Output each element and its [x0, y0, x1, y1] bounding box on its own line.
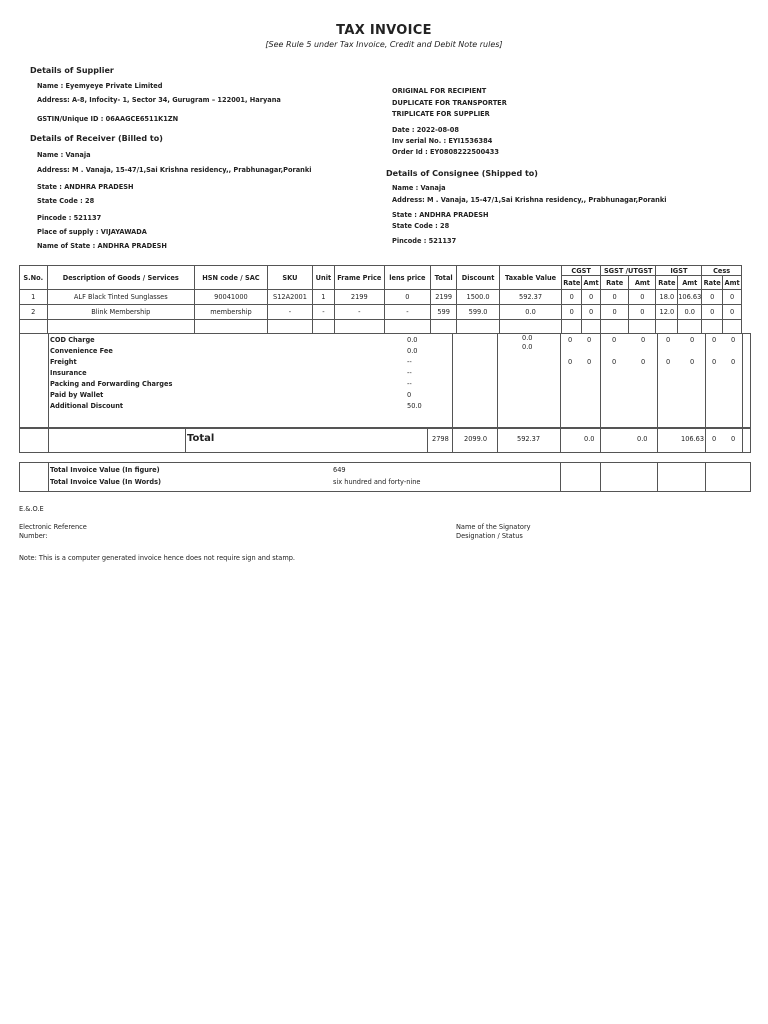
receiver-address: Address: M . Vanaja, 15-47/1,Sai Krishna residency,, Prabhunagar,Poranki	[37, 166, 312, 174]
charge-label: Paid by Wallet	[50, 391, 104, 399]
supplier-gstin: GSTIN/Unique ID : 06AAGCE6511K1ZN	[37, 115, 179, 123]
sgst-rate-header: Rate	[601, 276, 629, 290]
footer-note: Note: This is a computer generated invoice hence does not require sign and stamp.	[19, 554, 296, 562]
cell-hsn: membership	[195, 305, 268, 320]
consignee-address: Address: M . Vanaja, 15-47/1,Sai Krishna residency,, Prabhunagar,Poranki	[392, 196, 667, 204]
cell-sgst-rate: 0	[601, 305, 629, 320]
charges-sgst-rate: 0	[612, 336, 617, 344]
col-igst: IGST	[656, 266, 702, 276]
cell-sno: 1	[20, 290, 48, 305]
col-unit: Unit	[313, 266, 335, 290]
cell-sku: -	[267, 305, 312, 320]
cell-sku: S12A2001	[267, 290, 312, 305]
invoice-serial: Inv serial No. : EYI1536384	[392, 137, 493, 145]
total-cess-amt: 0	[731, 435, 736, 443]
receiver-pincode: Pincode : 521137	[37, 214, 102, 222]
receiver-state: State : ANDHRA PRADESH	[37, 183, 134, 191]
consignee-state-code: State Code : 28	[392, 222, 450, 230]
copy-triplicate: TRIPLICATE FOR SUPPLIER	[392, 110, 490, 118]
col-hsn: HSN code / SAC	[195, 266, 268, 290]
electronic-reference-number: Number:	[19, 532, 48, 540]
charge-label: Freight	[50, 358, 77, 366]
charges-sgst-amt: 0	[641, 336, 646, 344]
charges-box	[19, 333, 751, 429]
col-sku: SKU	[267, 266, 312, 290]
invoice-title: TAX INVOICE	[336, 23, 432, 38]
invoice-value-box	[19, 462, 751, 492]
cell-discount: 599.0	[457, 305, 499, 320]
supplier-heading: Details of Supplier	[30, 66, 114, 75]
consignee-state: State : ANDHRA PRADESH	[392, 211, 489, 219]
charges-cgst-rate: 0	[568, 358, 573, 366]
supplier-name: Name : Eyemyeye Private Limited	[37, 82, 163, 90]
consignee-pincode: Pincode : 521137	[392, 237, 457, 245]
consignee-heading: Details of Consignee (Shipped to)	[386, 169, 538, 178]
charges-igst-amt: 0	[690, 336, 695, 344]
charge-value: --	[407, 358, 412, 366]
cell-cess-rate: 0	[702, 305, 723, 320]
total-igst: 106.63	[681, 435, 705, 443]
charge-value: --	[407, 380, 412, 388]
cell-unit: 1	[313, 290, 335, 305]
invoice-words-label: Total Invoice Value (In Words)	[50, 478, 162, 486]
sgst-amt-header: Amt	[629, 276, 656, 290]
charges-cess-amt: 0	[731, 336, 736, 344]
receiver-heading: Details of Receiver (Billed to)	[30, 134, 163, 143]
charge-value: 0.0	[407, 336, 418, 344]
cgst-amt-header: Amt	[582, 276, 601, 290]
charge-label: Insurance	[50, 369, 87, 377]
supplier-address: Address: A-8, Infocity- 1, Sector 34, Gurugram – 122001, Haryana	[37, 96, 281, 104]
receiver-state-code: State Code : 28	[37, 197, 95, 205]
table-header-row	[20, 266, 742, 276]
cell-igst-amt: 0.0	[678, 305, 702, 320]
cell-cgst-amt: 0	[582, 290, 601, 305]
igst-amt-header: Amt	[678, 276, 702, 290]
cell-hsn: 90041000	[195, 290, 268, 305]
name-of-state: Name of State : ANDHRA PRADESH	[37, 242, 167, 250]
place-of-supply: Place of supply : VIJAYAWADA	[37, 228, 147, 236]
charges-cess-amt: 0	[731, 358, 736, 366]
charges-cgst-rate: 0	[568, 336, 573, 344]
col-sno: S.No.	[20, 266, 48, 290]
cell-cgst-rate: 0	[562, 305, 582, 320]
col-taxable: Taxable Value	[499, 266, 562, 290]
table-row	[20, 290, 742, 305]
copy-original: ORIGINAL FOR RECIPIENT	[392, 87, 487, 95]
cell-sno: 2	[20, 305, 48, 320]
charges-taxable: 0.0	[522, 343, 533, 351]
cell-igst-rate: 18.0	[656, 290, 678, 305]
charges-igst-rate: 0	[666, 336, 671, 344]
charges-cgst-amt: 0	[587, 358, 592, 366]
cell-cess-amt: 0	[723, 305, 742, 320]
col-cgst: CGST	[562, 266, 601, 276]
cell-description: ALF Black Tinted Sunglasses	[47, 290, 195, 305]
cell-cess-amt: 0	[723, 290, 742, 305]
cell-cgst-amt: 0	[582, 305, 601, 320]
invoice-words-value: six hundred and forty-nine	[333, 478, 421, 486]
receiver-name: Name : Vanaja	[37, 151, 91, 159]
total-taxable: 592.37	[517, 435, 541, 443]
charge-label: Convenience Fee	[50, 347, 113, 355]
charges-sgst-rate: 0	[612, 358, 617, 366]
cell-cgst-rate: 0	[562, 290, 582, 305]
total-discount: 2099.0	[464, 435, 488, 443]
items-table	[19, 265, 742, 334]
charges-cess-rate: 0	[712, 336, 717, 344]
cell-lens: 0	[384, 290, 430, 305]
charges-cgst-amt: 0	[587, 336, 592, 344]
cell-discount: 1500.0	[457, 290, 499, 305]
cell-sgst-amt: 0	[629, 290, 656, 305]
total-label: Total	[187, 433, 215, 444]
cell-sgst-rate: 0	[601, 290, 629, 305]
total-cess-rate: 0	[712, 435, 717, 443]
invoice-figure-value: 649	[333, 466, 346, 474]
cell-frame: 2199	[334, 290, 384, 305]
col-discount: Discount	[457, 266, 499, 290]
signatory-name: Name of the Signatory	[456, 523, 531, 531]
cell-lens: -	[384, 305, 430, 320]
cess-amt-header: Amt	[723, 276, 742, 290]
igst-rate-header: Rate	[656, 276, 678, 290]
charge-value: --	[407, 369, 412, 377]
order-id: Order Id : EY0808222500433	[392, 148, 499, 156]
cess-rate-header: Rate	[702, 276, 723, 290]
electronic-reference-label: Electronic Reference	[19, 523, 87, 531]
cell-frame: -	[334, 305, 384, 320]
cell-igst-rate: 12.0	[656, 305, 678, 320]
table-row	[20, 305, 742, 320]
cell-taxable: 0.0	[499, 305, 562, 320]
col-total: Total	[430, 266, 456, 290]
col-sgst: SGST /UTGST	[601, 266, 656, 276]
charges-taxable: 0.0	[522, 334, 533, 342]
charges-sgst-amt: 0	[641, 358, 646, 366]
total-cgst: 0.0	[584, 435, 595, 443]
cell-description: Blink Membership	[47, 305, 195, 320]
col-description: Description of Goods / Services	[47, 266, 195, 290]
cell-total: 599	[430, 305, 456, 320]
total-sgst: 0.0	[637, 435, 648, 443]
charge-label: COD Charge	[50, 336, 95, 344]
cgst-rate-header: Rate	[562, 276, 582, 290]
charge-label: Packing and Forwarding Charges	[50, 380, 173, 388]
cell-unit: -	[313, 305, 335, 320]
col-cess: Cess	[702, 266, 742, 276]
eoe-text: E.&.O.E	[19, 505, 44, 513]
col-lens-price: lens price	[384, 266, 430, 290]
charge-value: 0.0	[407, 347, 418, 355]
invoice-figure-label: Total Invoice Value (In figure)	[50, 466, 160, 474]
totals-row	[19, 427, 751, 453]
total-amount: 2798	[432, 435, 449, 443]
charges-igst-amt: 0	[690, 358, 695, 366]
consignee-name: Name : Vanaja	[392, 184, 446, 192]
charge-label: Additional Discount	[50, 402, 124, 410]
copy-duplicate: DUPLICATE FOR TRANSPORTER	[392, 99, 507, 107]
charges-igst-rate: 0	[666, 358, 671, 366]
invoice-date: Date : 2022-08-08	[392, 126, 459, 134]
charge-value: 0	[407, 391, 412, 399]
cell-total: 2199	[430, 290, 456, 305]
table-spacer-row	[20, 320, 742, 334]
cell-igst-amt: 106.63	[678, 290, 702, 305]
invoice-subtitle: [See Rule 5 under Tax Invoice, Credit and Debit Note rules]	[265, 40, 503, 49]
cell-cess-rate: 0	[702, 290, 723, 305]
col-frame-price: Frame Price	[334, 266, 384, 290]
charge-value: 50.0	[407, 402, 422, 410]
cell-sgst-amt: 0	[629, 305, 656, 320]
signatory-designation: Designation / Status	[456, 532, 523, 540]
charges-cess-rate: 0	[712, 358, 717, 366]
cell-taxable: 592.37	[499, 290, 562, 305]
